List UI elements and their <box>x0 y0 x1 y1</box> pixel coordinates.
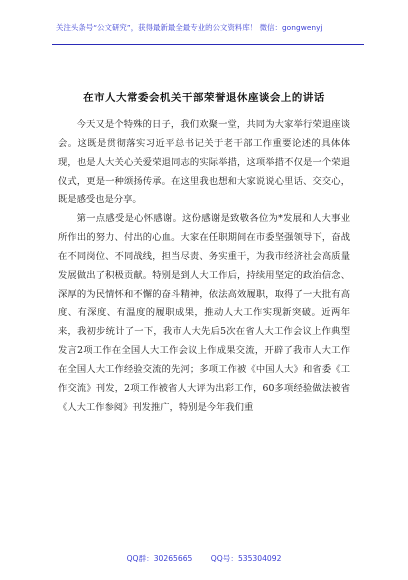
body-paragraph-2: 第一点感受是心怀感谢。这份感谢是致敬各位为*发展和人大事业所作出的努力、付出的心血。大家在任职期间在市委坚强领导下，奋战在不同岗位、不同战线，担当尽责、务实重干，为我市经济社会高质量发展做出了积极贡献。特别是到人大工作后，持续用坚定的政治信念、深厚的为民情怀和不懈的奋斗精神，依法高效履职，取得了一大批有高度、有深度、有温度的履职成果，推动人大工作实现新突破。近两年来，我初步统计了一下，我市人大先后5次在省人大工作会议上作典型发言2项工作在全国人大工作会议上作成果交流，开辟了我市人大工作在全国人大工作经验交流的先河；多项工作被《中国人大》和省委《工作交流》刊发，2项工作被省人大评为出彩工作，60多项经验做法被省《人大工作参阅》刊发推广，特别是今年我们重 <box>58 213 350 413</box>
document-body <box>58 116 350 418</box>
header-divider <box>52 44 364 45</box>
document-title: 在市人大常委会机关干部荣誉退休座谈会上的讲话 <box>83 92 325 104</box>
body-paragraph-1: 今天又是个特殊的日子，我们欢聚一堂，共同为大家举行荣退座谈会。这既是贯彻落实习近平总书记关于老干部工作重要论述的具体体现，也是人大关心关爱荣退同志的实际举措，这项举措不仅是一个荣退仪式，更是一种颂扬传承。在这里我也想和大家说说心里话、交交心，既是感受也是分享。 <box>58 119 350 206</box>
footer-contact <box>0 553 408 564</box>
footer-qq-number: QQ号：535304092 <box>210 554 282 563</box>
footer-qq-group: QQ群：30265665 <box>126 554 193 563</box>
header-banner: 关注头条号“公文研究”，获得最新最全最专业的公文资料库！ 微信：gongwenyj <box>56 23 323 32</box>
